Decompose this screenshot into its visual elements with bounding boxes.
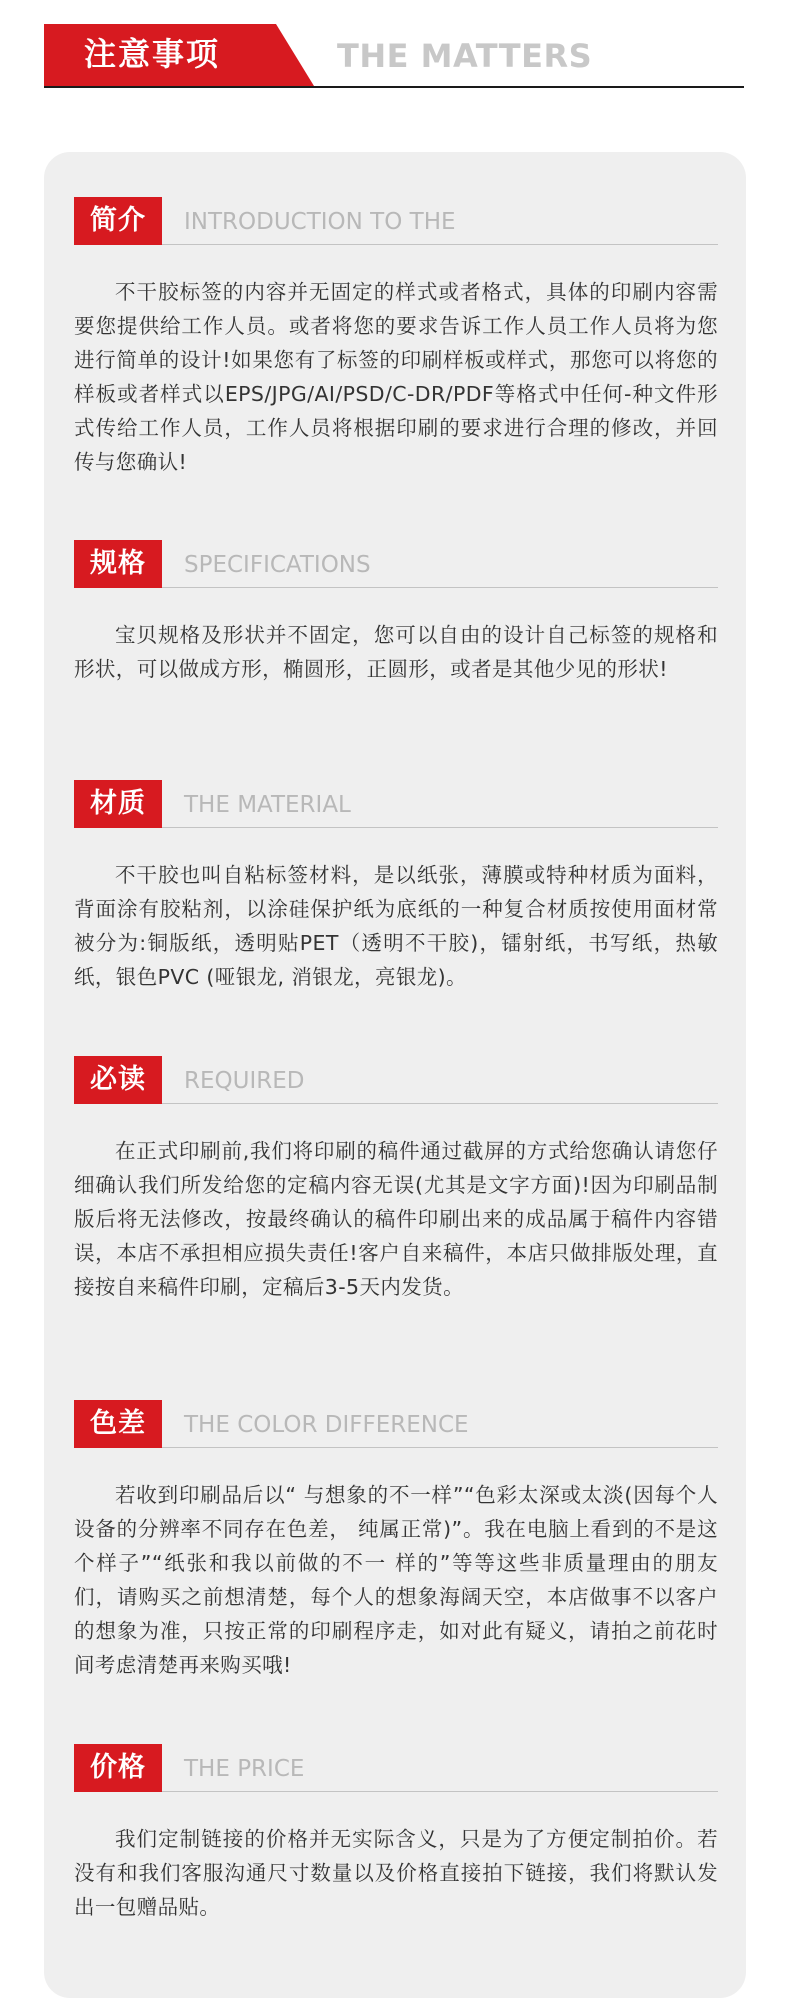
section-tag: 规格 [74,540,162,588]
section-divider [162,587,718,588]
section-body: 在正式印刷前,我们将印刷的稿件通过截屏的方式给您确认请您仔细确认我们所发给您的定稿内容无误(尤其是文字方面)!因为印刷品制版后将无法修改，按最终确认的稿件印刷出来的成品属于稿件内容错误，本店不承担相应损失责任!客户自来稿件，本店只做排版处理，直接按自来稿件印刷，定稿后3-5天内发货。 [74,1139,718,1299]
page-title: 注意事项 [84,35,221,73]
section-tag: 色差 [74,1400,162,1448]
section-specifications [74,540,718,686]
section-english-title: REQUIRED [184,1068,305,1094]
section-divider [162,1447,718,1448]
section-english-title: THE MATERIAL [184,792,351,818]
section-material [74,780,718,994]
page-subtitle: THE MATTERS [337,37,593,75]
section-body: 我们定制链接的价格并无实际含义，只是为了方便定制拍价。若没有和我们客服沟通尺寸数量以及价格直接拍下链接，我们将默认发出一包赠品贴。 [74,1827,718,1919]
section-english-title: THE PRICE [184,1756,305,1782]
section-tag: 简介 [74,197,162,245]
section-tag: 必读 [74,1056,162,1104]
section-header [74,197,718,245]
section-introduction [74,197,718,479]
section-body: 若收到印刷品后以“ 与想象的不一样”“色彩太深或太淡(因每个人设备的分辨率不同存在色差， 纯属正常)”。我在电脑上看到的不是这个样子”“纸张和我以前做的不一 样的”等等这些非质量理由的朋友们，请购买之前想清楚，每个人的想象海阔天空，本店做事不以客户的想象为准，只按正常的印刷程序走，如对此有疑义，请拍之前花时间考虑清楚再来购买哦! [74,1483,718,1677]
section-divider [162,827,718,828]
section-english-title: THE COLOR DIFFERENCE [184,1412,469,1438]
section-tag: 价格 [74,1744,162,1792]
section-tag: 材质 [74,780,162,828]
section-english-title: SPECIFICATIONS [184,552,371,578]
section-divider [162,1103,718,1104]
header-divider [44,86,744,88]
section-english-title: INTRODUCTION TO THE [184,209,456,235]
section-header [74,1400,718,1448]
section-header [74,540,718,588]
section-header [74,1744,718,1792]
section-price [74,1744,718,1924]
section-body: 不干胶也叫自粘标签材料，是以纸张，薄膜或特种材质为面料，背面涂有胶粘剂，以涂硅保护纸为底纸的一种复合材质按使用面材常被分为:铜版纸，透明贴PET（透明不干胶)，镭射纸，书写纸，热敏纸，银色PVC (哑银龙, 消银龙，亮银龙)。 [74,863,718,989]
section-body: 不干胶标签的内容并无固定的样式或者格式，具体的印刷内容需要您提供给工作人员。或者将您的要求告诉工作人员工作人员将为您进行简单的设计!如果您有了标签的印刷样板或样式，那您可以将您的样板或者样式以EPS/JPG/AI/PSD/C-DR/PDF等格式中任何-种文件形式传给工作人员，工作人员将根据印刷的要求进行合理的修改，并回传与您确认! [74,280,718,474]
page-header [44,24,744,90]
notes-panel [44,152,746,1998]
section-divider [162,1791,718,1792]
section-required [74,1056,718,1304]
section-header [74,1056,718,1104]
section-body: 宝贝规格及形状并不固定，您可以自由的设计自己标签的规格和形状，可以做成方形，椭圆形，正圆形，或者是其他少见的形状! [74,623,718,681]
section-divider [162,244,718,245]
section-color-difference [74,1400,718,1682]
section-header [74,780,718,828]
